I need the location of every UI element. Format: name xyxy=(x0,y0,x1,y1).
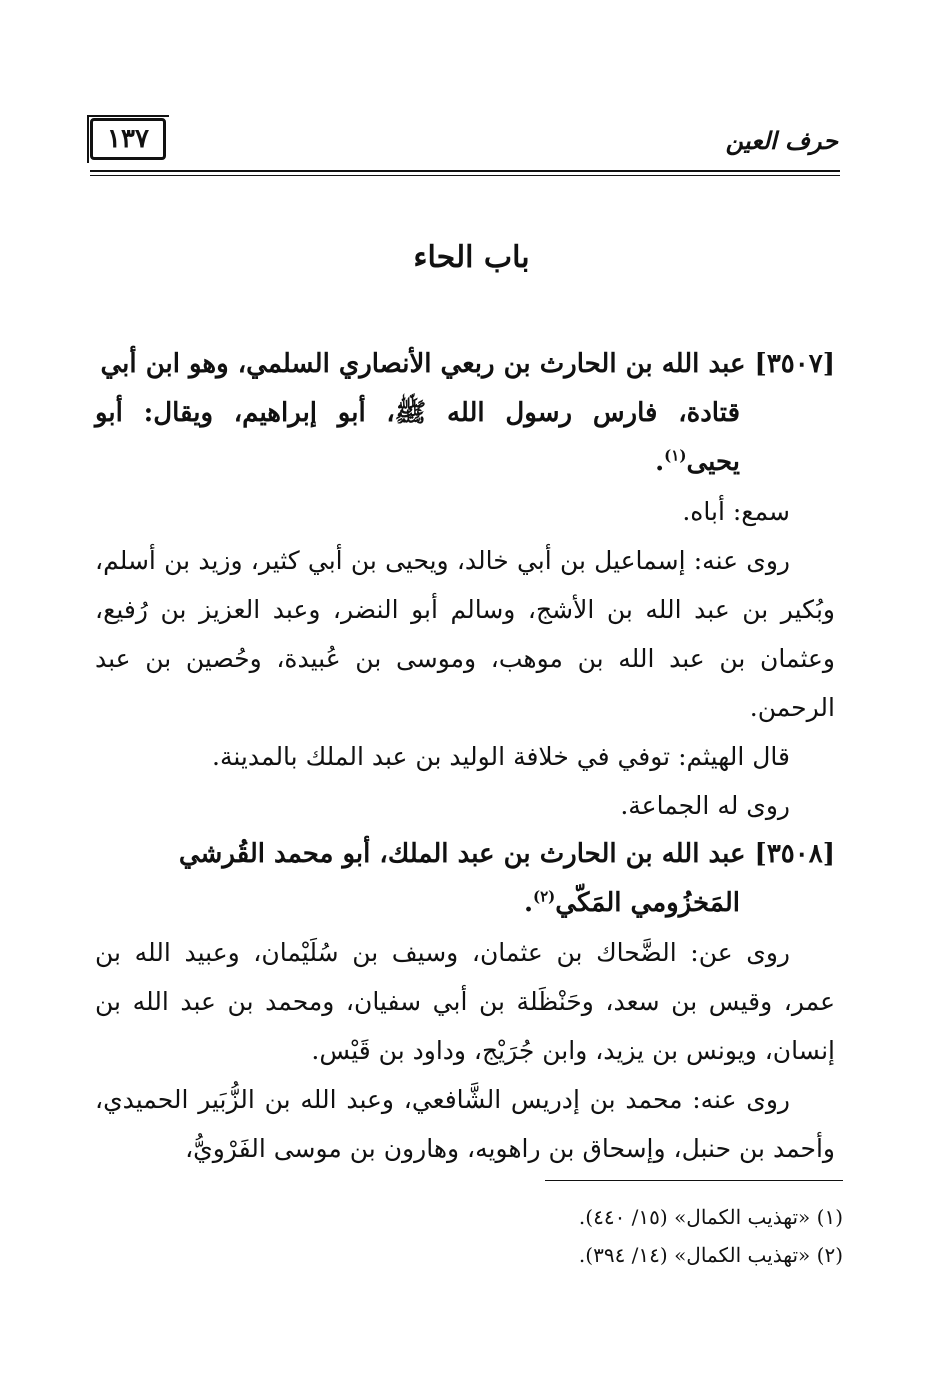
footnote-ref: (٢) xyxy=(533,887,556,906)
entry-heading-line2 xyxy=(95,879,835,928)
entry-heading-text: المَخزُومي المَكّي xyxy=(555,888,740,918)
entry-heading-text: قتادة، فارس رسول الله ﷺ، أبو إبراهيم، ويقال: أبو يحيى xyxy=(95,398,740,477)
footnote-2: (٢) «تهذيب الكمال» (١٤/ ٣٩٤). xyxy=(578,1243,843,1267)
header-rule-thin xyxy=(90,175,840,176)
entry-heading-end: . xyxy=(523,888,533,918)
header-rule xyxy=(90,170,840,172)
chapter-title: باب الحاء xyxy=(413,240,530,275)
narrators-paragraph: روى عنه: إسماعيل بن أبي خالد، ويحيى بن أبي كثير، وزيد بن أسلم، وبُكير بن عبد الله بن الأشج، وسالم أبو النضر، وعبد العزيز بن رُفيع، وعثمان بن عبد الله بن موهب، وموسى بن عُبيدة، وحُصين بن عبد الرحمن. xyxy=(95,546,835,722)
entry-heading-line2 xyxy=(95,389,835,487)
running-header xyxy=(90,118,838,174)
narrators-paragraph: روى عنه: محمد بن إدريس الشَّافعي، وعبد الله بن الزُّبَير الحميدي، وأحمد بن حنبل، وإسحاق بن راهويه، وهارون بن موسى الفَرْويُّ، xyxy=(95,1085,835,1163)
footnote-ref: (١) xyxy=(664,446,687,465)
death-note: قال الهيثم: توفي في خلافة الوليد بن عبد الملك بالمدينة. xyxy=(212,742,790,771)
heard-from-line: سمع: أباه. xyxy=(682,497,790,526)
footnotes xyxy=(143,1198,843,1274)
entry-heading-line1: [٣٥٠٨] عبد الله بن الحارث بن عبد الملك، أبو محمد القُرشي xyxy=(178,839,835,869)
entry-heading xyxy=(95,830,835,928)
narrated-from-paragraph: روى عن: الضَّحاك بن عثمان، وسيف بن سُلَيْمان، وعبيد الله بن عمر، وقيس بن سعد، وحَنْظَلة بن أبي سفيان، ومحمد بن عبد الله بن إنسان، ويونس بن يزيد، وابن جُرَيْج، وداود بن قَيْس. xyxy=(95,938,835,1065)
page-number: ١٣٧ xyxy=(90,118,166,160)
entry-heading-end: . xyxy=(655,447,665,477)
footnote-1: (١) «تهذيب الكمال» (١٥/ ٤٤٠). xyxy=(578,1205,843,1229)
page-body xyxy=(95,340,835,1173)
footnote-rule xyxy=(545,1180,843,1181)
entry-heading-line1: [٣٥٠٧] عبد الله بن الحارث بن ربعي الأنصاري السلمي، وهو ابن أبي xyxy=(100,349,835,379)
group-note: روى له الجماعة. xyxy=(620,791,790,820)
entry-heading xyxy=(95,340,835,487)
running-header-title: حرف العين xyxy=(725,126,838,155)
